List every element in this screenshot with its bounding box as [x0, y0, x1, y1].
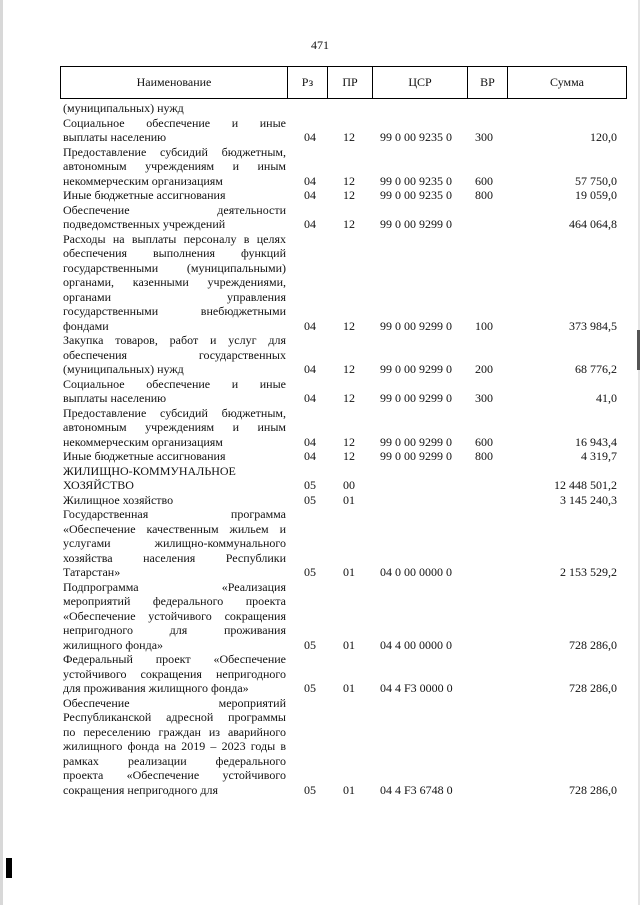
row-rz: 04 — [304, 217, 316, 231]
row-name-line: непригодного для проживания — [63, 623, 286, 637]
row-pr: 12 — [343, 362, 355, 376]
row-name — [60, 652, 286, 696]
header-vr: ВР — [467, 67, 507, 98]
row-name-line: государственными внебюджетными — [63, 304, 286, 318]
row-name-line: некоммерческим организациям — [63, 434, 223, 449]
table-row — [60, 493, 627, 508]
row-name-line: Социальное обеспечение и иные — [63, 115, 286, 130]
row-sum: 120,0 — [590, 130, 617, 144]
row-name-line: сокращения непригодного для — [63, 782, 219, 797]
row-name-line: услугами жилищно-коммунального — [63, 536, 286, 550]
row-name-line: жилищного фонда» — [63, 637, 164, 652]
row-rz: 04 — [304, 391, 316, 405]
row-pr: 01 — [343, 637, 355, 652]
row-name-line: некоммерческим организациям — [63, 173, 223, 188]
row-rz: 04 — [304, 173, 316, 188]
row-name — [60, 333, 286, 377]
row-name-line: ХОЗЯЙСТВО — [63, 478, 134, 492]
row-rz: 04 — [304, 362, 316, 376]
row-name-line: Предоставление субсидий бюджетным, — [63, 405, 286, 420]
row-sum: 57 750,0 — [575, 173, 617, 188]
row-sum: 2 153 529,2 — [560, 565, 617, 579]
row-name-line: Государственная программа — [63, 507, 286, 521]
row-rz: 05 — [304, 637, 316, 652]
row-pr: 01 — [343, 681, 355, 695]
table-header — [60, 66, 627, 99]
row-name — [60, 101, 286, 116]
row-name-line: автономным учреждениям и иным — [63, 159, 286, 173]
table-row — [60, 333, 627, 377]
row-pr: 12 — [343, 434, 355, 449]
row-name — [60, 232, 286, 334]
row-name-line: Предоставление субсидий бюджетным, — [63, 144, 286, 159]
row-name — [60, 580, 286, 653]
row-name-line: государственными (муниципальными) — [63, 260, 286, 275]
row-vr: 100 — [475, 318, 493, 333]
row-name-line: обеспечения государственных — [63, 347, 286, 362]
row-pr: 01 — [343, 565, 355, 579]
row-name-line: автономным учреждениям и иным — [63, 420, 286, 434]
scan-left-edge — [0, 0, 3, 905]
row-sum: 464 064,8 — [569, 217, 617, 231]
row-name — [60, 188, 286, 203]
row-name-line: для проживания жилищного фонда» — [63, 681, 249, 695]
header-csr: ЦСР — [372, 67, 467, 98]
header-rz: Рз — [287, 67, 327, 98]
row-name-line: Иные бюджетные ассигнования — [63, 188, 226, 202]
row-pr: 12 — [343, 188, 355, 202]
row-name-line: (муниципальных) нужд — [63, 101, 184, 115]
row-name-line: по переселению граждан из аварийного — [63, 724, 286, 739]
row-name — [60, 507, 286, 580]
row-sum: 19 059,0 — [575, 188, 617, 202]
row-pr: 01 — [343, 492, 355, 507]
row-pr: 00 — [343, 478, 355, 492]
table-row — [60, 116, 627, 145]
row-name — [60, 406, 286, 450]
row-name-line: «Обеспечение устойчивого сокращения — [63, 608, 286, 623]
row-name — [60, 449, 286, 464]
row-vr: 600 — [475, 173, 493, 188]
table-row — [60, 652, 627, 696]
row-rz: 04 — [304, 449, 316, 463]
table-row — [60, 232, 627, 334]
row-csr: 99 0 00 9299 0 — [380, 217, 452, 231]
row-name-line: Подпрограмма «Реализация — [63, 579, 286, 594]
table-row — [60, 188, 627, 203]
row-name-line: Жилищное хозяйство — [63, 492, 174, 507]
row-rz: 05 — [304, 492, 316, 507]
row-vr: 300 — [475, 391, 493, 405]
row-name-line: Обеспечение мероприятий — [63, 695, 286, 710]
row-name — [60, 696, 286, 798]
row-csr: 04 4 F3 0000 0 — [380, 681, 453, 695]
row-pr: 01 — [343, 782, 355, 797]
row-sum: 728 286,0 — [569, 637, 617, 652]
row-name — [60, 116, 286, 145]
page-number: 471 — [311, 38, 329, 52]
row-vr: 800 — [475, 449, 493, 463]
row-name — [60, 377, 286, 406]
row-name — [60, 464, 286, 493]
row-name — [60, 493, 286, 508]
row-csr: 99 0 00 9299 0 — [380, 391, 452, 405]
row-vr: 300 — [475, 130, 493, 144]
row-pr: 12 — [343, 318, 355, 333]
header-pr: ПР — [327, 67, 372, 98]
row-csr: 99 0 00 9235 0 — [380, 130, 452, 144]
row-name-line: Закупка товаров, работ и услуг для — [63, 333, 286, 347]
table-row — [60, 203, 627, 232]
row-sum: 68 776,2 — [575, 362, 617, 376]
table-row — [60, 145, 627, 189]
row-name-line: выплаты населению — [63, 391, 167, 405]
row-pr: 12 — [343, 130, 355, 144]
row-pr: 12 — [343, 173, 355, 188]
row-name-line: Иные бюджетные ассигнования — [63, 449, 226, 463]
row-name-line: ЖИЛИЩНО-КОММУНАЛЬНОЕ — [63, 463, 236, 478]
table-body — [60, 101, 627, 797]
row-name-line: органами, казенными учреждениями, — [63, 275, 286, 289]
row-csr: 99 0 00 9299 0 — [380, 449, 452, 463]
row-pr: 12 — [343, 217, 355, 231]
row-sum: 41,0 — [596, 391, 617, 405]
row-rz: 05 — [304, 565, 316, 579]
row-name-line: Обеспечение деятельности — [63, 202, 286, 217]
row-csr: 99 0 00 9299 0 — [380, 362, 452, 376]
row-vr: 200 — [475, 362, 493, 376]
row-sum: 12 448 501,2 — [554, 478, 617, 492]
table-row — [60, 406, 627, 450]
row-name-line: Татарстан» — [63, 565, 121, 579]
row-rz: 05 — [304, 782, 316, 797]
table-row — [60, 696, 627, 798]
row-name-line: Республиканской адресной программы — [63, 710, 286, 724]
row-pr: 12 — [343, 449, 355, 463]
row-rz: 04 — [304, 188, 316, 202]
row-sum: 3 145 240,3 — [560, 492, 617, 507]
row-name-line: органами управления — [63, 289, 286, 304]
row-vr: 800 — [475, 188, 493, 202]
row-rz: 05 — [304, 478, 316, 492]
row-csr: 04 4 F3 6748 0 — [380, 782, 453, 797]
scan-corner-mark — [6, 858, 12, 878]
table-row — [60, 580, 627, 653]
row-name-line: проекта «Обеспечение устойчивого — [63, 768, 286, 782]
row-rz: 04 — [304, 434, 316, 449]
table-row — [60, 377, 627, 406]
row-name-line: хозяйства населения Республики — [63, 550, 286, 565]
row-name-line: Социальное обеспечение и иные — [63, 376, 286, 391]
row-name-line: «Обеспечение качественным жильем и — [63, 521, 286, 536]
row-rz: 04 — [304, 318, 316, 333]
row-name-line: Федеральный проект «Обеспечение — [63, 652, 286, 666]
row-csr: 04 0 00 0000 0 — [380, 565, 452, 579]
row-sum: 16 943,4 — [575, 434, 617, 449]
table-row — [60, 464, 627, 493]
row-sum: 373 984,5 — [569, 318, 617, 333]
row-name-line: мероприятий федерального проекта — [63, 594, 286, 608]
header-sum: Сумма — [507, 67, 626, 98]
row-name-line: (муниципальных) нужд — [63, 362, 184, 376]
row-name-line: подведомственных учреждений — [63, 217, 226, 231]
row-name — [60, 203, 286, 232]
row-sum: 728 286,0 — [569, 782, 617, 797]
row-csr: 99 0 00 9235 0 — [380, 188, 452, 202]
row-name-line: Расходы на выплаты персоналу в целях — [63, 231, 286, 246]
row-csr: 04 4 00 0000 0 — [380, 637, 452, 652]
table-row — [60, 101, 627, 116]
row-csr: 99 0 00 9235 0 — [380, 173, 452, 188]
header-name: Наименование — [136, 75, 212, 89]
row-name-line: жилищного фонда на 2019 – 2023 годы в — [63, 739, 286, 753]
row-name — [60, 145, 286, 189]
row-csr: 99 0 00 9299 0 — [380, 318, 452, 333]
row-name-line: устойчивого сокращения непригодного — [63, 666, 286, 681]
row-csr: 99 0 00 9299 0 — [380, 434, 452, 449]
row-name-line: рамках реализации федерального — [63, 753, 286, 768]
table-row — [60, 449, 627, 464]
row-sum: 4 319,7 — [581, 449, 617, 463]
table-row — [60, 507, 627, 580]
row-vr: 600 — [475, 434, 493, 449]
row-name-line: обеспечения выполнения функций — [63, 246, 286, 260]
row-pr: 12 — [343, 391, 355, 405]
row-name-line: фондами — [63, 318, 109, 333]
row-rz: 05 — [304, 681, 316, 695]
row-sum: 728 286,0 — [569, 681, 617, 695]
row-name-line: выплаты населению — [63, 130, 167, 144]
row-rz: 04 — [304, 130, 316, 144]
